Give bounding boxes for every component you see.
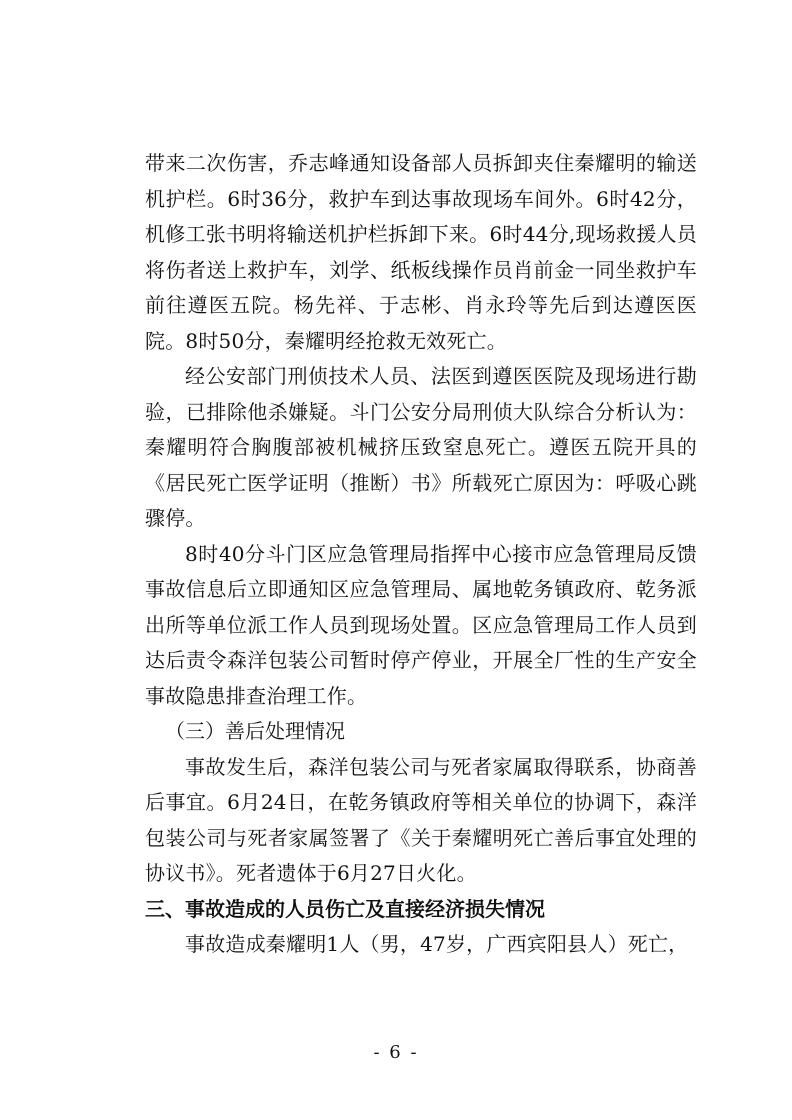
paragraph-police-investigation: 经公安部门刑侦技术人员、法医到遵医医院及现场进行勘验，已排除他杀嫌疑。斗门公安分局刑侦大队综合分析认为：秦耀明符合胸腹部被机械挤压致窒息死亡。遵医五院开具的《居民死亡医学证明（推断）书》所载死亡原因为：呼吸心跳骤停。 [145,364,697,530]
paragraph-aftermath: 事故发生后，森洋包装公司与死者家属取得联系，协商善后事宜。6月24日，在乾务镇政府等相关单位的协调下，森洋包装公司与死者家属签署了《关于秦耀明死亡善后事宜处理的协议书》。死者遗体于6月27日火化。 [145,754,697,885]
document-body [145,146,697,963]
section-heading-casualties: 三、事故造成的人员伤亡及直接经济损失情况 [145,896,545,921]
page-number: - 6 - [373,1042,419,1063]
paragraph-casualties: 事故造成秦耀明1人（男，47岁，广西宾阳县人）死亡， [185,932,689,956]
subheading-aftermath: （三）善后处理情况 [165,719,345,743]
paragraph-emergency-response: 8时40分斗门区应急管理局指挥中心接市应急管理局反馈事故信息后立即通知区应急管理局、属地乾务镇政府、乾务派出所等单位派工作人员到现场处置。区应急管理局工作人员到达后责令森洋包装公司暂时停产停业，开展全厂性的生产安全事故隐患排查治理工作。 [145,541,697,708]
paragraph-rescue-timeline: 带来二次伤害，乔志峰通知设备部人员拆卸夹住秦耀明的输送机护栏。6时36分，救护车到达事故现场车间外。6时42分，机修工张书明将输送机护栏拆卸下来。6时44分,现场救援人员将伤者送上救护车，刘学、纸板线操作员肖前金一同坐救护车前往遵医五院。杨先祥、于志彬、肖永玲等先后到达遵医医院。8时50分，秦耀明经抢救无效死亡。 [145,151,697,353]
